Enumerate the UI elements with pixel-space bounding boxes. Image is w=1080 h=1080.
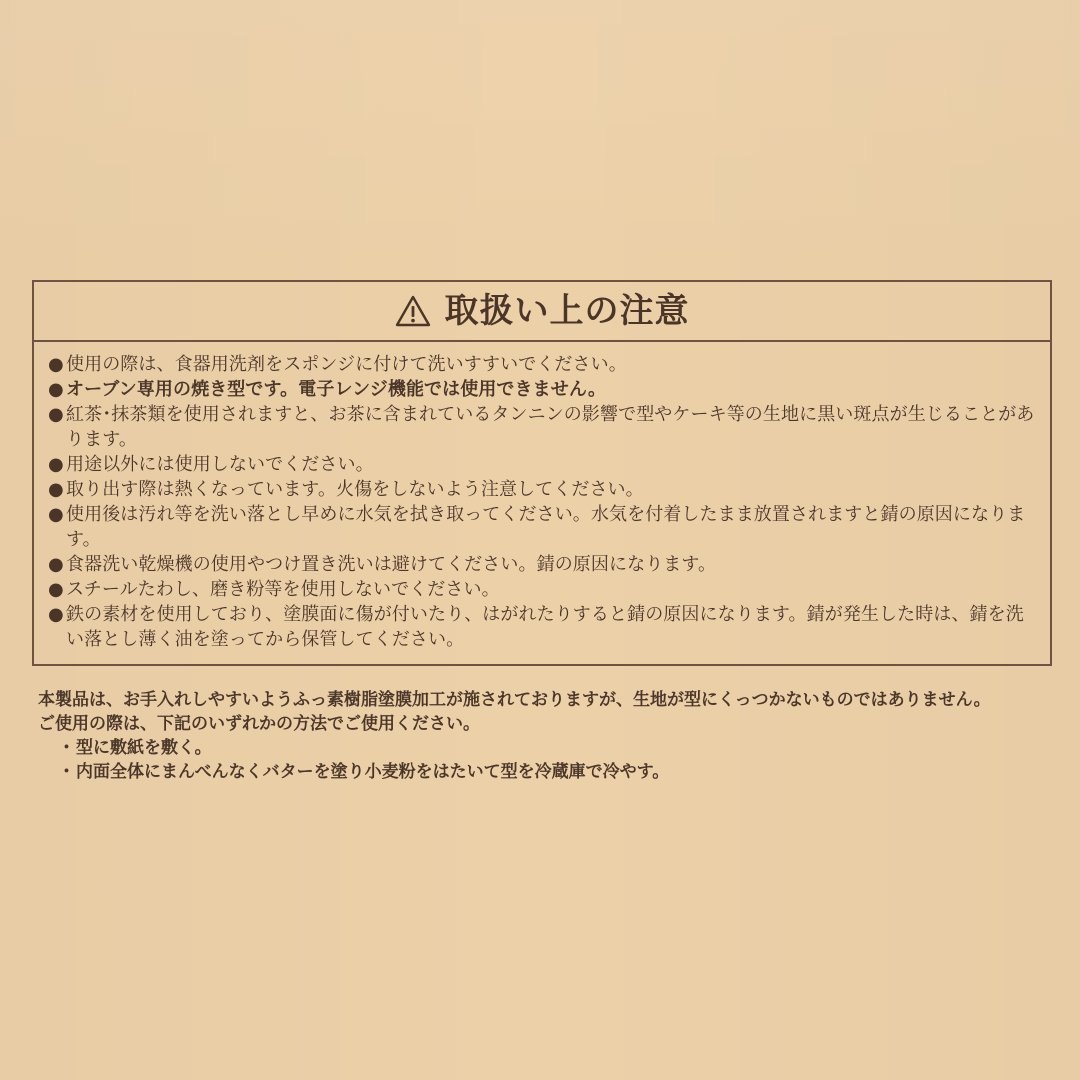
bullet-icon: ● (48, 479, 64, 500)
method-mark: ・ (58, 738, 75, 758)
bullet-icon: ● (48, 454, 64, 475)
caution-list (34, 342, 1050, 652)
warning-icon (395, 295, 431, 327)
caution-item-text: スチールたわし、磨き粉等を使用しないでください。 (66, 579, 500, 600)
bullet-icon: ● (48, 404, 64, 425)
caution-item (48, 577, 1038, 602)
caution-item (48, 602, 1038, 652)
bullet-icon: ● (48, 604, 64, 625)
caution-item (48, 552, 1038, 577)
method-text: 型に敷紙を敷く。 (76, 738, 212, 758)
caution-item-text: 用途以外には使用しないでください。 (66, 454, 374, 475)
caution-item-text: 使用後は汚れ等を洗い落とし早めに水気を拭き取ってください。水気を付着したまま放置されますと錆の原因になります。 (66, 504, 1026, 550)
caution-item (48, 402, 1038, 452)
caution-item-text: 取り出す際は熱くなっています。火傷をしないよう注意してください。 (66, 479, 644, 500)
method-text: 内面全体にまんべんなくバターを塗り小麦粉をはたいて型を冷蔵庫で冷やす。 (76, 762, 670, 782)
caution-item (48, 502, 1038, 552)
bullet-icon: ● (48, 579, 64, 600)
bullet-icon: ● (48, 504, 64, 525)
caution-item-text: 紅茶･抹茶類を使用されますと、お茶に含まれているタンニンの影響で型やケーキ等の生地に黒い斑点が生じることがあります。 (66, 404, 1035, 450)
caution-item (48, 377, 1038, 402)
method-mark: ・ (58, 762, 75, 782)
notice-instruction: ご使用の際は、下記のいずれかの方法でご使用ください。 (38, 714, 480, 734)
caution-item-text: オーブン専用の焼き型です。電子レンジ機能では使用できません。 (66, 379, 607, 400)
caution-item (48, 452, 1038, 477)
usage-notice (38, 688, 1052, 784)
caution-item (48, 477, 1038, 502)
caution-item-text: 食器洗い乾燥機の使用やつけ置き洗いは避けてください。錆の原因になります。 (66, 554, 717, 575)
bullet-icon: ● (48, 354, 64, 375)
caution-title: 取扱い上の注意 (444, 291, 690, 331)
method-item (38, 760, 1052, 784)
notice-paragraph: 本製品は、お手入れしやすいようふっ素樹脂塗膜加工が施されておりますが、生地が型にくっつかないものではありません。 (38, 690, 991, 710)
caution-box (32, 280, 1052, 666)
method-item (38, 736, 1052, 760)
caution-item (48, 352, 1038, 377)
caution-item-text: 鉄の素材を使用しており、塗膜面に傷が付いたり、はがれたりすると錆の原因になります。錆が発生した時は、錆を洗い落とし薄く油を塗ってから保管してください。 (66, 604, 1024, 650)
caution-header (34, 282, 1050, 342)
bullet-icon: ● (48, 554, 64, 575)
bullet-icon: ● (48, 379, 64, 400)
caution-item-text: 使用の際は、食器用洗剤をスポンジに付けて洗いすすいでください。 (66, 354, 627, 375)
